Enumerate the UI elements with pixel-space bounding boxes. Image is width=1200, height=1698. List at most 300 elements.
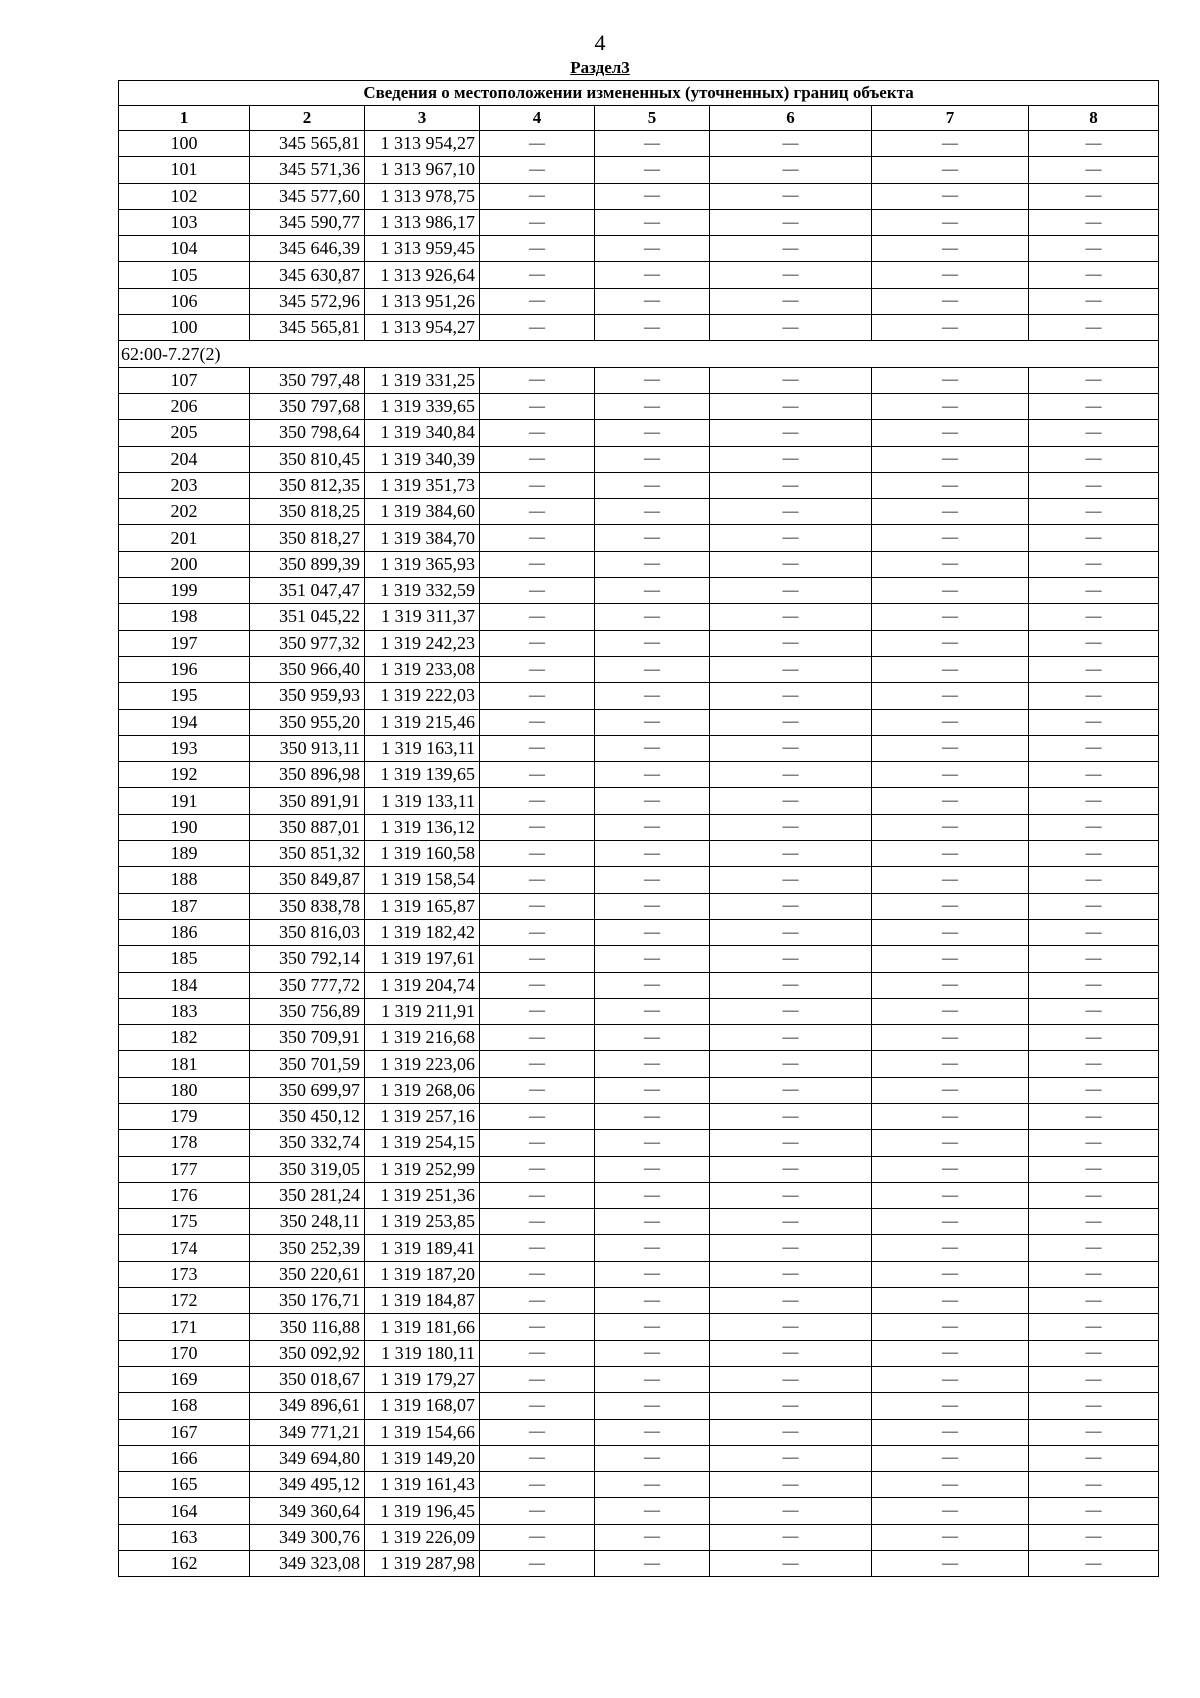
empty-dash-cell: — bbox=[595, 1261, 710, 1287]
empty-dash-cell: — bbox=[710, 131, 872, 157]
empty-dash-cell: — bbox=[595, 236, 710, 262]
point-number-cell: 172 bbox=[119, 1288, 250, 1314]
empty-dash-cell: — bbox=[710, 972, 872, 998]
x-coordinate-cell: 350 792,14 bbox=[250, 946, 365, 972]
empty-dash-cell: — bbox=[710, 1524, 872, 1550]
y-coordinate-cell: 1 319 133,11 bbox=[365, 788, 480, 814]
empty-dash-cell: — bbox=[595, 1314, 710, 1340]
empty-dash-cell: — bbox=[1029, 1156, 1159, 1182]
empty-dash-cell: — bbox=[872, 919, 1029, 945]
table-row bbox=[119, 578, 1159, 604]
empty-dash-cell: — bbox=[1029, 762, 1159, 788]
empty-dash-cell: — bbox=[1029, 1077, 1159, 1103]
y-coordinate-cell: 1 319 136,12 bbox=[365, 814, 480, 840]
empty-dash-cell: — bbox=[872, 867, 1029, 893]
point-number-cell: 204 bbox=[119, 446, 250, 472]
empty-dash-cell: — bbox=[710, 762, 872, 788]
point-number-cell: 180 bbox=[119, 1077, 250, 1103]
empty-dash-cell: — bbox=[1029, 578, 1159, 604]
empty-dash-cell: — bbox=[872, 735, 1029, 761]
empty-dash-cell: — bbox=[480, 262, 595, 288]
empty-dash-cell: — bbox=[1029, 1103, 1159, 1129]
empty-dash-cell: — bbox=[710, 1393, 872, 1419]
point-number-cell: 203 bbox=[119, 472, 250, 498]
page-number: 4 bbox=[594, 30, 606, 55]
empty-dash-cell: — bbox=[710, 998, 872, 1024]
empty-dash-cell: — bbox=[872, 1103, 1029, 1129]
table-row bbox=[119, 1156, 1159, 1182]
y-coordinate-cell: 1 319 287,98 bbox=[365, 1551, 480, 1577]
empty-dash-cell: — bbox=[872, 1209, 1029, 1235]
empty-dash-cell: — bbox=[710, 262, 872, 288]
empty-dash-cell: — bbox=[872, 472, 1029, 498]
empty-dash-cell: — bbox=[1029, 1209, 1159, 1235]
x-coordinate-cell: 350 810,45 bbox=[250, 446, 365, 472]
empty-dash-cell: — bbox=[1029, 656, 1159, 682]
point-number-cell: 164 bbox=[119, 1498, 250, 1524]
empty-dash-cell: — bbox=[872, 131, 1029, 157]
point-number-cell: 200 bbox=[119, 551, 250, 577]
empty-dash-cell: — bbox=[480, 919, 595, 945]
empty-dash-cell: — bbox=[595, 1051, 710, 1077]
empty-dash-cell: — bbox=[480, 1551, 595, 1577]
empty-dash-cell: — bbox=[595, 1182, 710, 1208]
x-coordinate-cell: 349 360,64 bbox=[250, 1498, 365, 1524]
y-coordinate-cell: 1 319 254,15 bbox=[365, 1130, 480, 1156]
empty-dash-cell: — bbox=[872, 788, 1029, 814]
empty-dash-cell: — bbox=[872, 604, 1029, 630]
empty-dash-cell: — bbox=[480, 946, 595, 972]
table-row bbox=[119, 315, 1159, 341]
empty-dash-cell: — bbox=[710, 1340, 872, 1366]
empty-dash-cell: — bbox=[1029, 499, 1159, 525]
empty-dash-cell: — bbox=[872, 814, 1029, 840]
y-coordinate-cell: 1 319 149,20 bbox=[365, 1445, 480, 1471]
x-coordinate-cell: 350 092,92 bbox=[250, 1340, 365, 1366]
table-row bbox=[119, 1025, 1159, 1051]
y-coordinate-cell: 1 313 967,10 bbox=[365, 157, 480, 183]
column-header: 5 bbox=[595, 106, 710, 131]
empty-dash-cell: — bbox=[710, 1472, 872, 1498]
empty-dash-cell: — bbox=[480, 420, 595, 446]
empty-dash-cell: — bbox=[710, 157, 872, 183]
point-number-cell: 186 bbox=[119, 919, 250, 945]
empty-dash-cell: — bbox=[480, 1472, 595, 1498]
empty-dash-cell: — bbox=[595, 551, 710, 577]
empty-dash-cell: — bbox=[595, 446, 710, 472]
y-coordinate-cell: 1 319 161,43 bbox=[365, 1472, 480, 1498]
y-coordinate-cell: 1 319 187,20 bbox=[365, 1261, 480, 1287]
empty-dash-cell: — bbox=[595, 1340, 710, 1366]
column-header: 3 bbox=[365, 106, 480, 131]
empty-dash-cell: — bbox=[710, 709, 872, 735]
table-row bbox=[119, 683, 1159, 709]
table-row bbox=[119, 1524, 1159, 1550]
table-row bbox=[119, 1209, 1159, 1235]
x-coordinate-cell: 350 252,39 bbox=[250, 1235, 365, 1261]
empty-dash-cell: — bbox=[872, 1472, 1029, 1498]
empty-dash-cell: — bbox=[595, 919, 710, 945]
empty-dash-cell: — bbox=[1029, 604, 1159, 630]
x-coordinate-cell: 349 495,12 bbox=[250, 1472, 365, 1498]
table-row bbox=[119, 367, 1159, 393]
y-coordinate-cell: 1 319 268,06 bbox=[365, 1077, 480, 1103]
x-coordinate-cell: 345 630,87 bbox=[250, 262, 365, 288]
empty-dash-cell: — bbox=[872, 1288, 1029, 1314]
y-coordinate-cell: 1 313 978,75 bbox=[365, 183, 480, 209]
empty-dash-cell: — bbox=[710, 1314, 872, 1340]
table-row bbox=[119, 788, 1159, 814]
empty-dash-cell: — bbox=[710, 525, 872, 551]
empty-dash-cell: — bbox=[710, 209, 872, 235]
point-number-cell: 185 bbox=[119, 946, 250, 972]
empty-dash-cell: — bbox=[1029, 1498, 1159, 1524]
y-coordinate-cell: 1 319 365,93 bbox=[365, 551, 480, 577]
empty-dash-cell: — bbox=[480, 499, 595, 525]
empty-dash-cell: — bbox=[480, 1419, 595, 1445]
table-row bbox=[119, 209, 1159, 235]
table-row bbox=[119, 998, 1159, 1024]
table-row bbox=[119, 1103, 1159, 1129]
empty-dash-cell: — bbox=[872, 656, 1029, 682]
point-number-cell: 173 bbox=[119, 1261, 250, 1287]
empty-dash-cell: — bbox=[872, 551, 1029, 577]
x-coordinate-cell: 350 913,11 bbox=[250, 735, 365, 761]
empty-dash-cell: — bbox=[595, 157, 710, 183]
empty-dash-cell: — bbox=[710, 630, 872, 656]
empty-dash-cell: — bbox=[595, 893, 710, 919]
table-row bbox=[119, 236, 1159, 262]
empty-dash-cell: — bbox=[595, 288, 710, 314]
point-number-cell: 165 bbox=[119, 1472, 250, 1498]
point-number-cell: 184 bbox=[119, 972, 250, 998]
empty-dash-cell: — bbox=[1029, 1393, 1159, 1419]
x-coordinate-cell: 350 977,32 bbox=[250, 630, 365, 656]
empty-dash-cell: — bbox=[1029, 551, 1159, 577]
empty-dash-cell: — bbox=[710, 499, 872, 525]
empty-dash-cell: — bbox=[872, 841, 1029, 867]
empty-dash-cell: — bbox=[595, 867, 710, 893]
y-coordinate-cell: 1 313 926,64 bbox=[365, 262, 480, 288]
empty-dash-cell: — bbox=[480, 1182, 595, 1208]
point-number-cell: 176 bbox=[119, 1182, 250, 1208]
empty-dash-cell: — bbox=[595, 946, 710, 972]
empty-dash-cell: — bbox=[595, 393, 710, 419]
empty-dash-cell: — bbox=[480, 472, 595, 498]
x-coordinate-cell: 350 699,97 bbox=[250, 1077, 365, 1103]
empty-dash-cell: — bbox=[595, 630, 710, 656]
empty-dash-cell: — bbox=[872, 393, 1029, 419]
empty-dash-cell: — bbox=[595, 1235, 710, 1261]
empty-dash-cell: — bbox=[710, 683, 872, 709]
x-coordinate-cell: 351 047,47 bbox=[250, 578, 365, 604]
empty-dash-cell: — bbox=[1029, 1051, 1159, 1077]
point-number-cell: 202 bbox=[119, 499, 250, 525]
empty-dash-cell: — bbox=[480, 446, 595, 472]
empty-dash-cell: — bbox=[480, 1156, 595, 1182]
point-number-cell: 193 bbox=[119, 735, 250, 761]
empty-dash-cell: — bbox=[872, 683, 1029, 709]
x-coordinate-cell: 350 896,98 bbox=[250, 762, 365, 788]
empty-dash-cell: — bbox=[480, 893, 595, 919]
empty-dash-cell: — bbox=[1029, 630, 1159, 656]
point-number-cell: 107 bbox=[119, 367, 250, 393]
empty-dash-cell: — bbox=[710, 814, 872, 840]
empty-dash-cell: — bbox=[710, 1051, 872, 1077]
column-header: 7 bbox=[872, 106, 1029, 131]
empty-dash-cell: — bbox=[595, 1077, 710, 1103]
empty-dash-cell: — bbox=[872, 288, 1029, 314]
empty-dash-cell: — bbox=[710, 1419, 872, 1445]
table-row bbox=[119, 183, 1159, 209]
empty-dash-cell: — bbox=[872, 1261, 1029, 1287]
empty-dash-cell: — bbox=[1029, 919, 1159, 945]
empty-dash-cell: — bbox=[872, 1524, 1029, 1550]
empty-dash-cell: — bbox=[480, 551, 595, 577]
empty-dash-cell: — bbox=[710, 656, 872, 682]
empty-dash-cell: — bbox=[1029, 420, 1159, 446]
empty-dash-cell: — bbox=[480, 1025, 595, 1051]
empty-dash-cell: — bbox=[480, 1077, 595, 1103]
y-coordinate-cell: 1 319 351,73 bbox=[365, 472, 480, 498]
y-coordinate-cell: 1 319 226,09 bbox=[365, 1524, 480, 1550]
empty-dash-cell: — bbox=[480, 525, 595, 551]
table-row bbox=[119, 1340, 1159, 1366]
y-coordinate-cell: 1 319 340,39 bbox=[365, 446, 480, 472]
y-coordinate-cell: 1 319 196,45 bbox=[365, 1498, 480, 1524]
empty-dash-cell: — bbox=[1029, 814, 1159, 840]
empty-dash-cell: — bbox=[595, 209, 710, 235]
empty-dash-cell: — bbox=[480, 709, 595, 735]
empty-dash-cell: — bbox=[1029, 998, 1159, 1024]
empty-dash-cell: — bbox=[595, 841, 710, 867]
table-row bbox=[119, 1498, 1159, 1524]
empty-dash-cell: — bbox=[595, 472, 710, 498]
x-coordinate-cell: 350 450,12 bbox=[250, 1103, 365, 1129]
empty-dash-cell: — bbox=[1029, 472, 1159, 498]
empty-dash-cell: — bbox=[1029, 446, 1159, 472]
empty-dash-cell: — bbox=[595, 972, 710, 998]
empty-dash-cell: — bbox=[480, 393, 595, 419]
y-coordinate-cell: 1 313 951,26 bbox=[365, 288, 480, 314]
empty-dash-cell: — bbox=[480, 1340, 595, 1366]
empty-dash-cell: — bbox=[710, 551, 872, 577]
x-coordinate-cell: 350 018,67 bbox=[250, 1366, 365, 1392]
y-coordinate-cell: 1 319 331,25 bbox=[365, 367, 480, 393]
empty-dash-cell: — bbox=[595, 1551, 710, 1577]
empty-dash-cell: — bbox=[872, 236, 1029, 262]
point-number-cell: 205 bbox=[119, 420, 250, 446]
y-coordinate-cell: 1 319 339,65 bbox=[365, 393, 480, 419]
empty-dash-cell: — bbox=[710, 1077, 872, 1103]
empty-dash-cell: — bbox=[480, 288, 595, 314]
empty-dash-cell: — bbox=[480, 1288, 595, 1314]
empty-dash-cell: — bbox=[710, 604, 872, 630]
point-number-cell: 169 bbox=[119, 1366, 250, 1392]
table-subheader-row bbox=[119, 341, 1159, 367]
empty-dash-cell: — bbox=[595, 1419, 710, 1445]
x-coordinate-cell: 345 590,77 bbox=[250, 209, 365, 235]
empty-dash-cell: — bbox=[1029, 683, 1159, 709]
empty-dash-cell: — bbox=[872, 1130, 1029, 1156]
y-coordinate-cell: 1 319 242,23 bbox=[365, 630, 480, 656]
empty-dash-cell: — bbox=[595, 525, 710, 551]
empty-dash-cell: — bbox=[595, 131, 710, 157]
empty-dash-cell: — bbox=[1029, 1288, 1159, 1314]
point-number-cell: 171 bbox=[119, 1314, 250, 1340]
boundary-coordinates-table bbox=[118, 80, 1159, 1577]
empty-dash-cell: — bbox=[710, 236, 872, 262]
empty-dash-cell: — bbox=[480, 1445, 595, 1471]
empty-dash-cell: — bbox=[595, 998, 710, 1024]
empty-dash-cell: — bbox=[1029, 131, 1159, 157]
point-number-cell: 199 bbox=[119, 578, 250, 604]
empty-dash-cell: — bbox=[710, 315, 872, 341]
table-row bbox=[119, 709, 1159, 735]
table-row bbox=[119, 972, 1159, 998]
x-coordinate-cell: 350 701,59 bbox=[250, 1051, 365, 1077]
point-number-cell: 189 bbox=[119, 841, 250, 867]
empty-dash-cell: — bbox=[710, 1261, 872, 1287]
empty-dash-cell: — bbox=[710, 735, 872, 761]
y-coordinate-cell: 1 319 179,27 bbox=[365, 1366, 480, 1392]
empty-dash-cell: — bbox=[595, 1156, 710, 1182]
y-coordinate-cell: 1 313 954,27 bbox=[365, 131, 480, 157]
x-coordinate-cell: 350 709,91 bbox=[250, 1025, 365, 1051]
empty-dash-cell: — bbox=[872, 1314, 1029, 1340]
empty-dash-cell: — bbox=[1029, 1182, 1159, 1208]
x-coordinate-cell: 350 849,87 bbox=[250, 867, 365, 893]
y-coordinate-cell: 1 313 986,17 bbox=[365, 209, 480, 235]
x-coordinate-cell: 345 565,81 bbox=[250, 315, 365, 341]
point-number-cell: 103 bbox=[119, 209, 250, 235]
y-coordinate-cell: 1 319 165,87 bbox=[365, 893, 480, 919]
y-coordinate-cell: 1 319 340,84 bbox=[365, 420, 480, 446]
x-coordinate-cell: 350 891,91 bbox=[250, 788, 365, 814]
table-row bbox=[119, 446, 1159, 472]
empty-dash-cell: — bbox=[595, 709, 710, 735]
empty-dash-cell: — bbox=[710, 946, 872, 972]
y-coordinate-cell: 1 319 251,36 bbox=[365, 1182, 480, 1208]
empty-dash-cell: — bbox=[872, 709, 1029, 735]
point-number-cell: 174 bbox=[119, 1235, 250, 1261]
x-coordinate-cell: 350 818,27 bbox=[250, 525, 365, 551]
empty-dash-cell: — bbox=[1029, 236, 1159, 262]
empty-dash-cell: — bbox=[872, 183, 1029, 209]
empty-dash-cell: — bbox=[710, 1156, 872, 1182]
y-coordinate-cell: 1 319 181,66 bbox=[365, 1314, 480, 1340]
empty-dash-cell: — bbox=[480, 157, 595, 183]
empty-dash-cell: — bbox=[872, 499, 1029, 525]
empty-dash-cell: — bbox=[872, 1025, 1029, 1051]
point-number-cell: 106 bbox=[119, 288, 250, 314]
empty-dash-cell: — bbox=[1029, 209, 1159, 235]
x-coordinate-cell: 349 896,61 bbox=[250, 1393, 365, 1419]
x-coordinate-cell: 345 577,60 bbox=[250, 183, 365, 209]
x-coordinate-cell: 350 851,32 bbox=[250, 841, 365, 867]
point-number-cell: 100 bbox=[119, 131, 250, 157]
point-number-cell: 206 bbox=[119, 393, 250, 419]
table-row bbox=[119, 762, 1159, 788]
empty-dash-cell: — bbox=[1029, 1445, 1159, 1471]
table-header-row bbox=[119, 106, 1159, 131]
empty-dash-cell: — bbox=[872, 946, 1029, 972]
table-row bbox=[119, 1235, 1159, 1261]
empty-dash-cell: — bbox=[480, 683, 595, 709]
table-row bbox=[119, 1366, 1159, 1392]
empty-dash-cell: — bbox=[872, 420, 1029, 446]
table-row bbox=[119, 630, 1159, 656]
empty-dash-cell: — bbox=[872, 1419, 1029, 1445]
table-row bbox=[119, 131, 1159, 157]
empty-dash-cell: — bbox=[1029, 946, 1159, 972]
point-number-cell: 101 bbox=[119, 157, 250, 183]
y-coordinate-cell: 1 319 216,68 bbox=[365, 1025, 480, 1051]
x-coordinate-cell: 350 777,72 bbox=[250, 972, 365, 998]
point-number-cell: 162 bbox=[119, 1551, 250, 1577]
column-header: 2 bbox=[250, 106, 365, 131]
empty-dash-cell: — bbox=[710, 183, 872, 209]
empty-dash-cell: — bbox=[710, 1103, 872, 1129]
empty-dash-cell: — bbox=[480, 1103, 595, 1129]
table-caption-row bbox=[119, 81, 1159, 106]
empty-dash-cell: — bbox=[1029, 709, 1159, 735]
x-coordinate-cell: 345 572,96 bbox=[250, 288, 365, 314]
empty-dash-cell: — bbox=[710, 1025, 872, 1051]
empty-dash-cell: — bbox=[480, 867, 595, 893]
empty-dash-cell: — bbox=[1029, 262, 1159, 288]
empty-dash-cell: — bbox=[872, 1340, 1029, 1366]
y-coordinate-cell: 1 319 384,60 bbox=[365, 499, 480, 525]
empty-dash-cell: — bbox=[1029, 893, 1159, 919]
point-number-cell: 178 bbox=[119, 1130, 250, 1156]
empty-dash-cell: — bbox=[872, 446, 1029, 472]
empty-dash-cell: — bbox=[710, 1498, 872, 1524]
empty-dash-cell: — bbox=[872, 1156, 1029, 1182]
table-row bbox=[119, 867, 1159, 893]
y-coordinate-cell: 1 319 384,70 bbox=[365, 525, 480, 551]
y-coordinate-cell: 1 319 154,66 bbox=[365, 1419, 480, 1445]
x-coordinate-cell: 350 966,40 bbox=[250, 656, 365, 682]
table-row bbox=[119, 1445, 1159, 1471]
point-number-cell: 168 bbox=[119, 1393, 250, 1419]
y-coordinate-cell: 1 319 211,91 bbox=[365, 998, 480, 1024]
empty-dash-cell: — bbox=[1029, 1025, 1159, 1051]
empty-dash-cell: — bbox=[872, 262, 1029, 288]
point-number-cell: 105 bbox=[119, 262, 250, 288]
empty-dash-cell: — bbox=[710, 1130, 872, 1156]
table-row bbox=[119, 1393, 1159, 1419]
table-row bbox=[119, 604, 1159, 630]
empty-dash-cell: — bbox=[872, 1498, 1029, 1524]
point-number-cell: 163 bbox=[119, 1524, 250, 1550]
table-row bbox=[119, 1551, 1159, 1577]
point-number-cell: 179 bbox=[119, 1103, 250, 1129]
y-coordinate-cell: 1 319 182,42 bbox=[365, 919, 480, 945]
y-coordinate-cell: 1 319 139,65 bbox=[365, 762, 480, 788]
empty-dash-cell: — bbox=[1029, 735, 1159, 761]
empty-dash-cell: — bbox=[872, 1182, 1029, 1208]
point-number-cell: 181 bbox=[119, 1051, 250, 1077]
empty-dash-cell: — bbox=[595, 1025, 710, 1051]
empty-dash-cell: — bbox=[595, 1393, 710, 1419]
empty-dash-cell: — bbox=[1029, 1472, 1159, 1498]
empty-dash-cell: — bbox=[480, 656, 595, 682]
empty-dash-cell: — bbox=[710, 1551, 872, 1577]
empty-dash-cell: — bbox=[872, 998, 1029, 1024]
point-number-cell: 182 bbox=[119, 1025, 250, 1051]
point-number-cell: 192 bbox=[119, 762, 250, 788]
